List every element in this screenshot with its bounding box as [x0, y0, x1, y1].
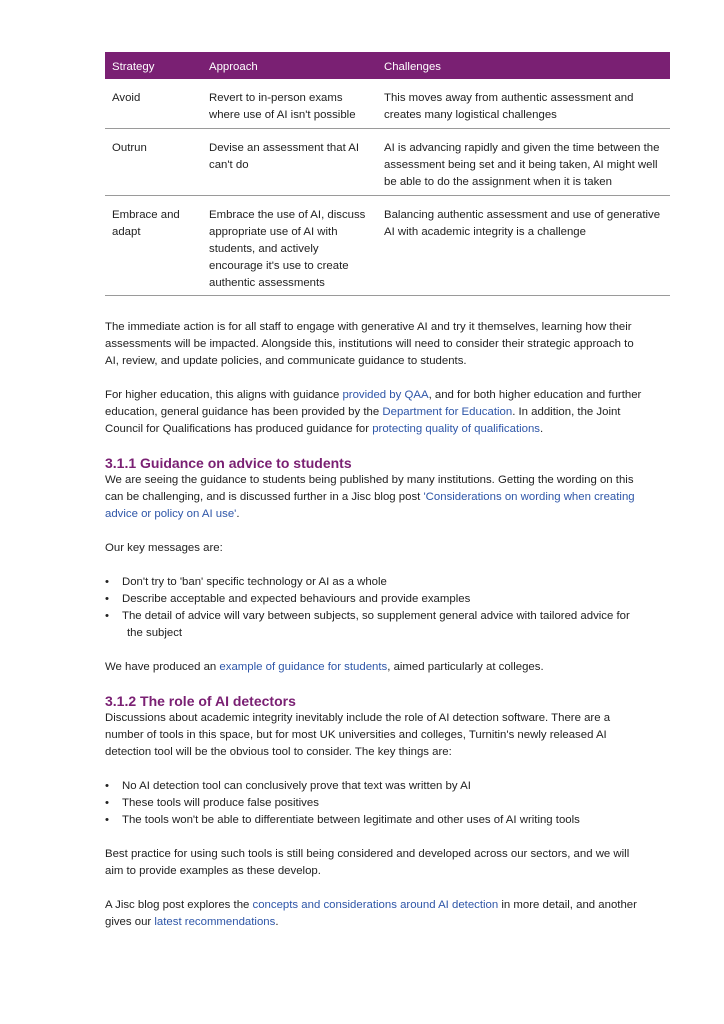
jcq-link[interactable]: protecting quality of qualifications: [372, 423, 540, 435]
intro-paragraph: The immediate action is for all staff to engage with generative AI and try it themselves, learning how their assessments will be impacted. Alongside this, institutions will need to consider their strategic approach to AI, review, and update policies, and communicate guidance to students.: [105, 321, 634, 367]
document-page: [105, 52, 671, 931]
dfe-link[interactable]: Department for Education: [382, 406, 513, 418]
cell-approach: Revert to in-person exams where use of AI isn't possible: [202, 79, 377, 129]
header-challenges: Challenges: [377, 52, 670, 79]
cell-strategy: Avoid: [105, 79, 202, 129]
qaa-link[interactable]: provided by QAA: [342, 389, 429, 401]
key-messages-label: Our key messages are:: [105, 542, 223, 554]
list-item: • The detail of advice will vary between subjects, so supplement general advice with tailored advice for the subject: [105, 610, 630, 639]
example-guidance-link[interactable]: example of guidance for students: [219, 661, 388, 673]
list-item: • These tools will produce false positives: [105, 797, 319, 809]
list-item: • No AI detection tool can conclusively prove that text was written by AI: [105, 780, 471, 792]
latest-recommendations-link[interactable]: latest recommendations: [154, 916, 276, 928]
detector-points-list: [105, 778, 671, 829]
cell-challenges: AI is advancing rapidly and given the time between the assessment being set and it being taken, AI might well be able to do the assignment when it is taken: [377, 129, 670, 196]
key-messages-list: [105, 574, 671, 642]
list-item: • The tools won't be able to differentiate between legitimate and other uses of AI writing tools: [105, 814, 580, 826]
table-header-row: [105, 52, 670, 79]
section-heading-312: 3.1.2 The role of AI detectors: [105, 693, 296, 709]
cell-strategy: Outrun: [105, 129, 202, 196]
list-item: • Don't try to 'ban' specific technology or AI as a whole: [105, 576, 387, 588]
wording-blog-link-cont[interactable]: advice or policy on AI use': [105, 508, 237, 520]
list-item: • Describe acceptable and expected behaviours and provide examples: [105, 593, 471, 605]
example-guidance-paragraph: We have produced an example of guidance for students, aimed particularly at colleges.: [105, 661, 544, 673]
table-row: [105, 196, 670, 296]
table-row: [105, 79, 670, 129]
best-practice-paragraph: Best practice for using such tools is still being considered and developed across our sectors, and we will aim to provide examples as these develop.: [105, 848, 630, 877]
guidance-paragraph: For higher education, this aligns with guidance provided by QAA, and for both higher education and further education, general guidance has been provided by the Department for Education. In addition, the Joint Council for Qualifications has produced guidance for protecting quality of qualifications.: [105, 389, 642, 435]
header-strategy: Strategy: [105, 52, 202, 79]
section-heading-311: 3.1.1 Guidance on advice to students: [105, 455, 352, 471]
ai-detection-concepts-link[interactable]: concepts and considerations around AI detection: [252, 899, 499, 911]
cell-approach: Embrace the use of AI, discuss appropriate use of AI with students, and actively encourage it's use to create authentic assessments: [202, 196, 377, 296]
blog-post-paragraph: A Jisc blog post explores the concepts and considerations around AI detection in more detail, and another gives our latest recommendations.: [105, 899, 637, 928]
table-row: [105, 129, 670, 196]
section-311-paragraph: We are seeing the guidance to students being published by many institutions. Getting the wording on this can be challenging, and is discussed further in a Jisc blog post 'Considerations on wording when creating advice or policy on AI use'.: [105, 474, 635, 520]
cell-approach: Devise an assessment that AI can't do: [202, 129, 377, 196]
header-approach: Approach: [202, 52, 377, 79]
cell-strategy: Embrace and adapt: [105, 196, 202, 296]
wording-blog-link[interactable]: 'Considerations on wording when creating: [423, 491, 635, 503]
section-312-paragraph: Discussions about academic integrity inevitably include the role of AI detection software. There are a number of tools in this space, but for most UK universities and colleges, Turnitin's newly released AI detection tool will be the obvious tool to consider. The key things are:: [105, 712, 611, 758]
cell-challenges: Balancing authentic assessment and use of generative AI with academic integrity is a challenge: [377, 196, 670, 296]
cell-challenges: This moves away from authentic assessment and creates many logistical challenges: [377, 79, 670, 129]
strategy-table: [105, 52, 670, 296]
